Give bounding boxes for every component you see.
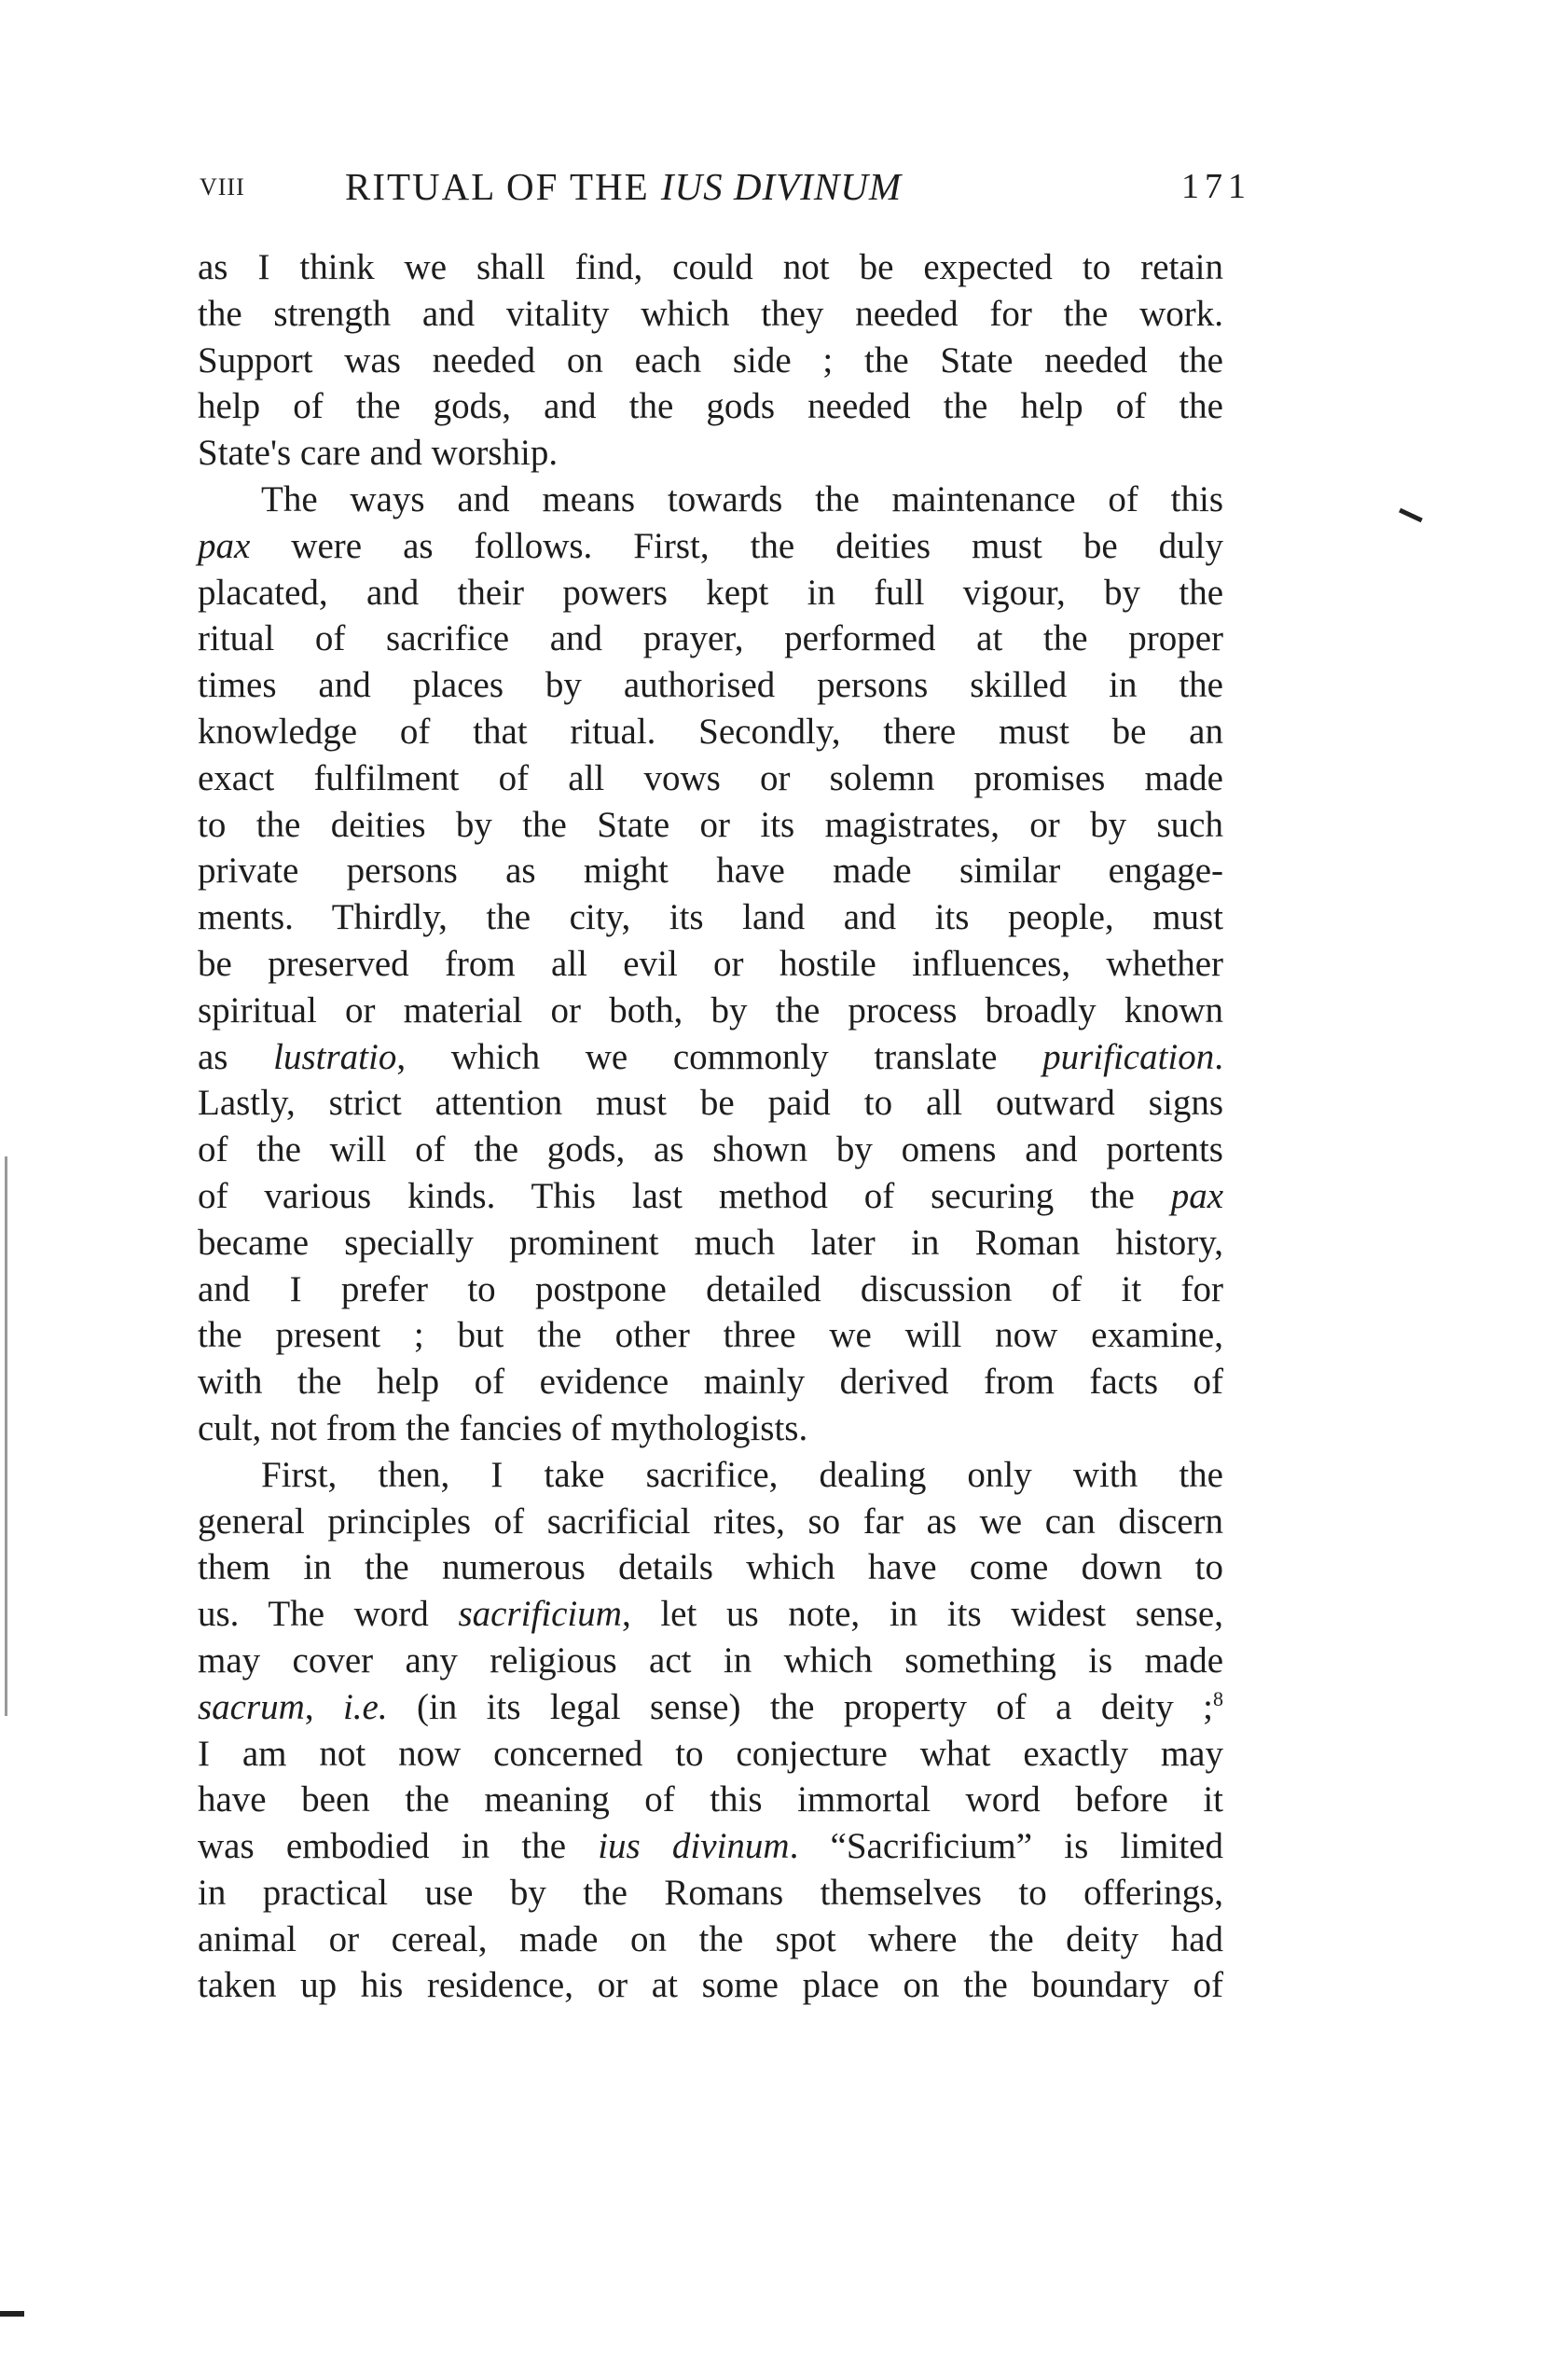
text-line: cult, not from the fancies of mythologists. xyxy=(198,1407,808,1448)
text-line: animal or cereal, made on the spot where the deity had xyxy=(198,1918,1223,1959)
text-line: times and places by authorised persons skilled in the xyxy=(198,665,1223,706)
scan-mark xyxy=(1399,508,1423,523)
text-line: of the will of the gods, as shown by omens and portents xyxy=(198,1129,1223,1170)
text-line: may cover any religious act in which something is made xyxy=(198,1640,1223,1681)
text-line: general principles of sacrificial rites, so far as we can discern xyxy=(198,1501,1223,1542)
text-line: State's care and worship. xyxy=(198,433,559,474)
text-line: pax were as follows. First, the deities must be duly xyxy=(198,525,1223,566)
text-line: The ways and means towards the maintenance of this xyxy=(261,478,1223,519)
text-line: was embodied in the ius divinum. “Sacrificium” is limited xyxy=(198,1826,1223,1867)
text-line: I am not now concerned to conjecture what exactly may xyxy=(198,1733,1223,1774)
text-line: Support was needed on each side ; the State needed the xyxy=(198,339,1223,381)
italic-term: purification xyxy=(1042,1036,1215,1077)
text-line: taken up his residence, or at some place on the boundary of xyxy=(198,1965,1223,2006)
chapter-number: VIII xyxy=(200,173,245,201)
paragraph xyxy=(198,244,1223,477)
running-header xyxy=(200,164,1251,216)
text-line: as I think we shall find, could not be expected to retain xyxy=(198,247,1223,287)
italic-term: sacrificium xyxy=(458,1594,622,1635)
italic-term: pax xyxy=(1170,1175,1223,1216)
text-line: as lustratio, which we commonly translate purification. xyxy=(198,1036,1224,1077)
italic-term: sacrum xyxy=(198,1686,305,1727)
page-number: 171 xyxy=(1181,167,1251,206)
paragraph xyxy=(198,1452,1223,2010)
text-line: Lastly, strict attention must be paid to all outward signs xyxy=(198,1083,1223,1124)
text-line: to the deities by the State or its magistrates, or by such xyxy=(198,804,1223,845)
text-line: private persons as might have made similar engage- xyxy=(198,851,1223,892)
italic-term: i.e. xyxy=(342,1686,388,1727)
running-title-italic: IUS DIVINUM xyxy=(660,165,902,208)
body-text xyxy=(198,244,1223,2009)
text-line: with the help of evidence mainly derived from facts of xyxy=(198,1362,1223,1403)
text-line: placated, and their powers kept in full vigour, by the xyxy=(198,572,1223,613)
text-line: of various kinds. This last method of securing the pax xyxy=(198,1175,1223,1216)
paragraph xyxy=(198,477,1223,1452)
text-line: us. The word sacrificium, let us note, in its widest sense, xyxy=(198,1594,1223,1635)
text-line: them in the numerous details which have come down to xyxy=(198,1547,1223,1588)
text-line: First, then, I take sacrifice, dealing only with the xyxy=(261,1454,1223,1495)
text-line: be preserved from all evil or hostile influences, whether xyxy=(198,943,1223,984)
text-line: help of the gods, and the gods needed the help of the xyxy=(198,386,1223,427)
text-line: became specially prominent much later in Roman history, xyxy=(198,1222,1223,1263)
text-line: spiritual or material or both, by the process broadly known xyxy=(198,989,1223,1031)
text-line: and I prefer to postpone detailed discussion of it for xyxy=(198,1268,1223,1309)
scan-mark xyxy=(0,2311,24,2317)
text-line: in practical use by the Romans themselves to offerings, xyxy=(198,1872,1223,1913)
text-line: ments. Thirdly, the city, its land and its people, must xyxy=(198,897,1223,938)
italic-term: pax xyxy=(198,525,251,566)
text-line: exact fulfilment of all vows or solemn promises made xyxy=(198,757,1223,798)
text-line: knowledge of that ritual. Secondly, there must be an xyxy=(198,711,1223,752)
scan-mark xyxy=(5,1156,7,1716)
italic-term: lustratio xyxy=(273,1036,397,1077)
text-line: sacrum, i.e. (in its legal sense) the property of a deity ;$^8$ xyxy=(198,1686,1223,1727)
text-line: have been the meaning of this immortal word before it xyxy=(198,1779,1223,1820)
footnote-reference[interactable]: 8 xyxy=(1213,1686,1223,1710)
text-line: the present ; but the other three we will now examine, xyxy=(198,1315,1223,1356)
running-title: RITUAL OF THE IUS DIVINUM xyxy=(345,165,902,208)
text-line: ritual of sacrifice and prayer, performed at the proper xyxy=(198,618,1223,659)
italic-term: ius divinum xyxy=(598,1826,790,1867)
text-line: the strength and vitality which they needed for the work. xyxy=(198,293,1223,334)
